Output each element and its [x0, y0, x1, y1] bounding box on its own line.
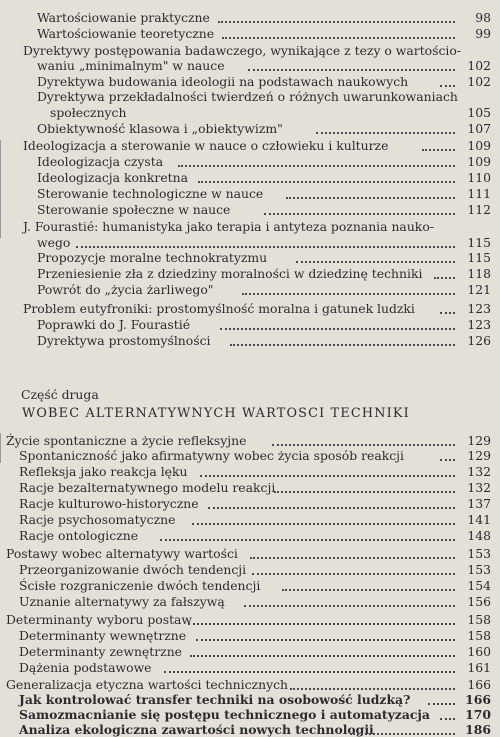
page-number: 129	[467, 448, 491, 463]
dot-leader	[272, 444, 455, 446]
dot-leader	[434, 277, 455, 279]
page-number: 129	[467, 433, 491, 448]
page-number: 110	[467, 170, 491, 185]
dot-leader	[222, 37, 455, 39]
toc-entry-title: Powrót do „życia żarliwego"	[37, 282, 214, 297]
dot-leader	[178, 165, 455, 167]
toc-entry-title: Racje bezalternatywnego modelu reakcji	[19, 480, 276, 495]
page-number: 126	[467, 333, 491, 348]
toc-entry-title: Determinanty wewnętrzne	[19, 628, 187, 643]
toc-entry-title: Przeniesienie zła z dziedziny moralności w dziedzinę techniki	[37, 266, 423, 281]
toc-entry-title: Dyrektywa przekładalności twierdzeń o różnych uwarunkowaniach	[37, 89, 458, 104]
page-number: 154	[467, 578, 491, 593]
dot-leader	[188, 623, 455, 625]
toc-entry-title: Dyrektywa prostomyślności	[37, 333, 211, 348]
toc-entry-title: Sterowanie społeczne w nauce	[37, 202, 231, 217]
toc-entry-title: Dyrektywy postępowania badawczego, wynikające z tezy o wartościo-	[23, 43, 462, 58]
toc-entry-continuation-text: wego	[37, 235, 71, 250]
dot-leader	[192, 523, 455, 525]
page-number: 105	[467, 105, 491, 120]
page-number: 137	[467, 496, 491, 511]
toc-entry-title: Racje ontologiczne	[19, 528, 139, 543]
dot-leader	[242, 293, 455, 295]
toc-entry-title: Racje kulturowo-historyczne	[19, 496, 199, 511]
dot-leader	[286, 197, 455, 199]
toc-entry-title: Ścisłe rozgraniczenie dwóch tendencji	[19, 578, 261, 593]
page-number: 115	[467, 250, 491, 265]
dot-leader	[218, 21, 455, 23]
part-label: Część druga	[21, 387, 99, 402]
dot-leader	[350, 733, 455, 735]
dot-leader	[440, 312, 455, 314]
toc-entry-title: Racje psychosomatyczne	[19, 512, 176, 527]
toc-entry-title: Postawy wobec alternatywy wartości	[6, 546, 238, 561]
page-number: 109	[467, 154, 491, 169]
page-number: 132	[467, 464, 491, 479]
toc-entry-title: Problem eutyfroniki: prostomyślność moralna i gatunek ludzki	[23, 301, 415, 316]
toc-entry-title: Determinanty wyboru postaw	[6, 612, 193, 627]
page-number: 161	[467, 660, 491, 675]
page-number: 102	[467, 74, 491, 89]
page-number: 148	[467, 528, 491, 543]
dot-leader	[440, 718, 455, 720]
dot-leader	[198, 181, 455, 183]
page-number: 186	[465, 722, 491, 737]
toc-entry-title: Spontaniczność jako afirmatywny wobec życia sposób reakcji	[19, 448, 404, 463]
part-title: WOBEC ALTERNATYWNYCH WARTOSCI TECHNIKI	[22, 406, 410, 421]
toc-entry-title: Propozycje moralne technokratyzmu	[37, 250, 268, 265]
dot-leader	[250, 557, 455, 559]
dot-leader	[274, 491, 455, 493]
toc-entry-title: Dyrektywa budowania ideologii na podstawach naukowych	[37, 74, 409, 89]
dot-leader	[208, 507, 455, 509]
page-number: 158	[467, 628, 491, 643]
dot-leader	[244, 605, 455, 607]
dot-leader	[316, 132, 455, 134]
page-number: 166	[467, 677, 491, 692]
toc-entry-continuation-text: waniu „minimalnym" w nauce	[37, 58, 225, 73]
dot-leader	[200, 475, 455, 477]
section-bracket	[0, 433, 1, 463]
toc-entry-title: Generalizacja etyczna wartości technicznych	[6, 677, 288, 692]
dot-leader	[196, 639, 455, 641]
page-number: 158	[467, 612, 491, 627]
toc-entry-title: Wartościowanie teoretyczne	[37, 26, 215, 41]
toc-entry-title: Ideologizacja konkretna	[37, 170, 189, 185]
dot-leader	[230, 344, 455, 346]
dot-leader	[296, 261, 455, 263]
page-number: 99	[475, 26, 491, 41]
page-number: 153	[467, 546, 491, 561]
toc-entry-title: Ideologizacja czysta	[37, 154, 164, 169]
page-number: 118	[467, 266, 491, 281]
page-number: 156	[467, 594, 491, 609]
toc-entry-title: Obiektywność klasowa i „obiektywizm"	[37, 121, 283, 136]
dot-leader	[190, 655, 455, 657]
dot-leader	[290, 688, 455, 690]
page-number: 166	[465, 692, 491, 707]
dot-leader	[440, 459, 455, 461]
dot-leader	[264, 213, 455, 215]
page-number: 98	[475, 10, 491, 25]
toc-entry-title: Dążenia podstawowe	[19, 660, 152, 675]
page-number: 111	[467, 186, 491, 201]
dot-leader	[160, 539, 455, 541]
page-number: 112	[467, 202, 491, 217]
toc-entry-title: Przeorganizowanie dwóch tendencji	[19, 562, 247, 577]
dot-leader	[220, 328, 455, 330]
page-number: 115	[467, 235, 491, 250]
page-number: 121	[467, 282, 491, 297]
toc-entry-title: Jak kontrolować transfer techniki na osobowość ludzką?	[19, 692, 411, 707]
page-number: 123	[467, 317, 491, 332]
toc-entry-title: Życie spontaniczne a życie refleksyjne	[6, 433, 247, 448]
page-number: 123	[467, 301, 491, 316]
page-number: 141	[467, 512, 491, 527]
toc-entry-title: Poprawki do J. Fourastié	[37, 317, 191, 332]
page-number: 153	[467, 562, 491, 577]
page-number: 107	[467, 121, 491, 136]
dot-leader	[422, 149, 455, 151]
toc-entry-title: Samozmacnianie się postępu technicznego i automatyzacja	[19, 707, 430, 722]
dot-leader	[282, 589, 455, 591]
page-number: 132	[467, 480, 491, 495]
page-number: 109	[467, 138, 491, 153]
toc-entry-title: J. Fourastié: humanistyka jako terapia i antyteza poznania nauko-	[23, 219, 434, 234]
dot-leader	[248, 69, 455, 71]
page-number: 160	[467, 644, 491, 659]
toc-entry-title: Uznanie alternatywy za fałszywą	[19, 594, 225, 609]
dot-leader	[440, 85, 455, 87]
dot-leader	[164, 671, 455, 673]
toc-entry-title: Analiza ekologiczna zawartości nowych technologii	[19, 722, 374, 737]
toc-entry-continuation-text: społecznych	[50, 105, 127, 120]
toc-entry-title: Wartościowanie praktyczne	[37, 10, 210, 25]
toc-entry-title: Refleksja jako reakcja lęku	[19, 464, 188, 479]
toc-entry-title: Sterowanie technologiczne w nauce	[37, 186, 264, 201]
section-bracket	[0, 140, 1, 238]
page-number: 102	[467, 58, 491, 73]
page-number: 170	[465, 707, 491, 722]
dot-leader	[428, 703, 455, 705]
dot-leader	[252, 573, 455, 575]
toc-entry-title: Determinanty zewnętrzne	[19, 644, 183, 659]
toc-entry-title: Ideologizacja a sterowanie w nauce o człowieku i kulturze	[23, 138, 389, 153]
dot-leader	[76, 246, 455, 248]
